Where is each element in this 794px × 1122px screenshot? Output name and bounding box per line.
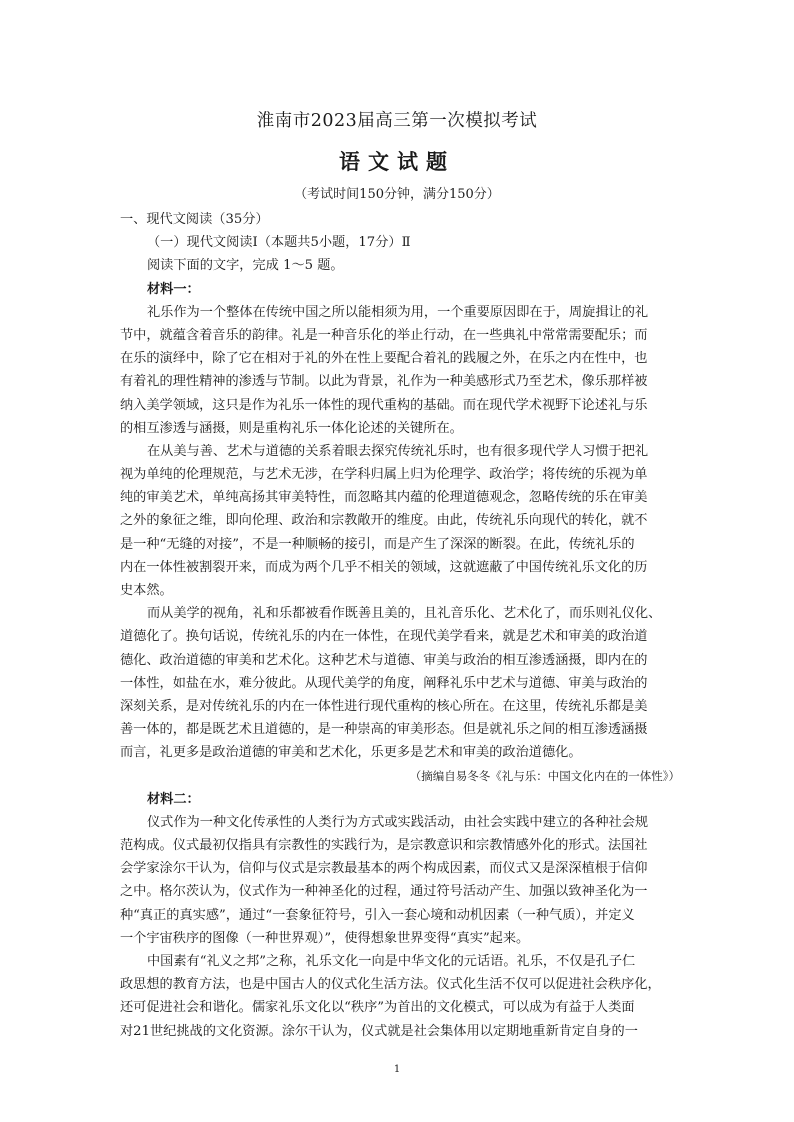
text-line: 礼乐作为一个整体在传统中国之所以能相须为用，一个重要原因即在于，周旋揖让的礼: [147, 304, 649, 320]
page-number: 1: [393, 1064, 401, 1075]
instruction: 阅读下面的文字，完成 1～5 题。: [147, 258, 344, 274]
text-line: 之外的象征之维，即向伦理、政治和宗教敞开的维度。由此，传统礼乐向现代的转化，就不: [120, 513, 648, 529]
paragraph: [120, 950, 680, 1043]
text-line: 范构成。仪式最初仅指具有宗教性的实践行为，是宗教意识和宗教情感外化的形式。法国社: [120, 838, 648, 854]
text-line: 政思想的教育方法，也是中国古人的仪式化生活方法。仪式化生活不仅可以促进社会秩序化，: [120, 977, 661, 993]
paragraph: [120, 440, 680, 602]
source-citation: （摘编自易冬冬《礼与乐：中国文化内在的一体性》）: [409, 768, 680, 783]
paragraph: [120, 301, 680, 440]
exam-body: [120, 208, 680, 1043]
text-line: 视为单纯的伦理规范，与艺术无涉，在学科归属上归为伦理学、政治学；将传统的乐视为单: [120, 467, 648, 483]
exam-note: （考试时间150分钟，满分150分）: [294, 187, 500, 202]
text-line: 是一种“无缝的对接”，不是一种顺畅的接引，而是产生了深深的断裂。在此，传统礼乐的: [120, 536, 635, 552]
text-line: 纳入美学领域，这只是作为礼乐一体性的现代重构的基础。而在现代学术视野下论述礼与乐: [120, 397, 648, 413]
text-line: 仪式作为一种文化传承性的人类行为方式或实践活动，由社会实践中建立的各种社会规: [147, 814, 649, 830]
text-line: 纯的审美艺术，单纯高扬其审美特性，而忽略其内蕴的伦理道德观念，忽略传统的乐在审美: [120, 490, 648, 506]
section-heading: 一、现代文阅读（35分）: [120, 212, 269, 227]
paragraph: [120, 811, 680, 950]
material-label: 材料一：: [147, 281, 200, 297]
text-line: 节中，就蕴含着音乐的韵律。礼是一种音乐化的举止行动，在一些典礼中常常需要配乐；而: [120, 327, 648, 343]
material-label: 材料二：: [147, 791, 200, 807]
text-line: 德化、政治道德的审美和艺术化。这种艺术与道德、审美与政治的相互渗透涵摄，即内在的: [120, 652, 648, 668]
text-line: 内在一体性被割裂开来，而成为两个几乎不相关的领域，这就遮蔽了中国传统礼乐文化的历: [120, 559, 648, 575]
text-line: 的相互渗透与涵摄，则是重构礼乐一体化论述的关键所在。: [120, 420, 463, 436]
text-line: 在从美与善、艺术与道德的关系着眼去探究传统礼乐时，也有很多现代学人习惯于把礼: [147, 443, 649, 459]
text-line: 而从美学的视角，礼和乐都被看作既善且美的，且礼音乐化、艺术化了，而乐则礼仪化、: [147, 606, 662, 622]
text-line: 而言，礼更多是政治道德的审美和艺术化，乐更多是艺术和审美的政治道德化。: [120, 745, 582, 761]
text-line: 种“真正的真实感”，通过“一套象征符号，引入一套心境和动机因素（一种气质），并定义: [120, 907, 635, 923]
text-line: 史本然。: [120, 583, 173, 598]
text-line: 会学家涂尔干认为，信仰与仪式是宗教最基本的两个构成因素，而仪式又是深深植根于信仰: [120, 861, 648, 877]
text-line: 之中。格尔茨认为，仪式作为一种神圣化的过程，通过符号活动产生、加强以致神圣化为一: [120, 884, 648, 900]
subject-title: 语文试题: [339, 149, 455, 174]
text-line: 还可促进社会和谐化。儒家礼乐文化以“秩序”为首出的文化模式，可以成为有益于人类面: [120, 1000, 635, 1016]
paragraph: [120, 602, 680, 764]
section-subheading: （一）现代文阅读Ⅰ（本题共5小题，17分）Ⅱ: [147, 235, 411, 251]
text-line: 在乐的演绎中，除了它在相对于礼的外在性上要配合着礼的践履之外，在乐之内在性中，也: [120, 351, 648, 367]
text-line: 一个宇宙秩序的图像（一种世界观）”，使得想象世界变得“真实”起来。: [120, 930, 530, 946]
text-line: 深刻关系，是对传统礼乐的内在一体性进行现代重构的核心所在。在这里，传统礼乐都是美: [120, 698, 648, 714]
exam-title: 淮南市2023届高三第一次模拟考试: [256, 111, 538, 131]
text-line: 有着礼的理性精神的渗透与节制。以此为背景，礼作为一种美感形式乃至艺术，像乐那样被: [120, 374, 648, 390]
text-line: 善一体的，都是既艺术且道德的，是一种崇高的审美形态。但是就礼乐之间的相互渗透涵摄: [120, 722, 648, 738]
text-line: 对21世纪挑战的文化资源。涂尔干认为，仪式就是社会集体用以定期地重新肯定自身的一: [120, 1023, 638, 1039]
text-line: 一体性，如盐在水，难分彼此。从现代美学的角度，阐释礼乐中艺术与道德、审美与政治的: [120, 675, 648, 691]
text-line: 道德化了。换句话说，传统礼乐的内在一体性，在现代美学看来，就是艺术和审美的政治道: [120, 629, 648, 645]
text-line: 中国素有“礼义之邦”之称，礼乐文化一向是中华文化的元话语。礼乐，不仅是孔子仁: [147, 954, 636, 969]
